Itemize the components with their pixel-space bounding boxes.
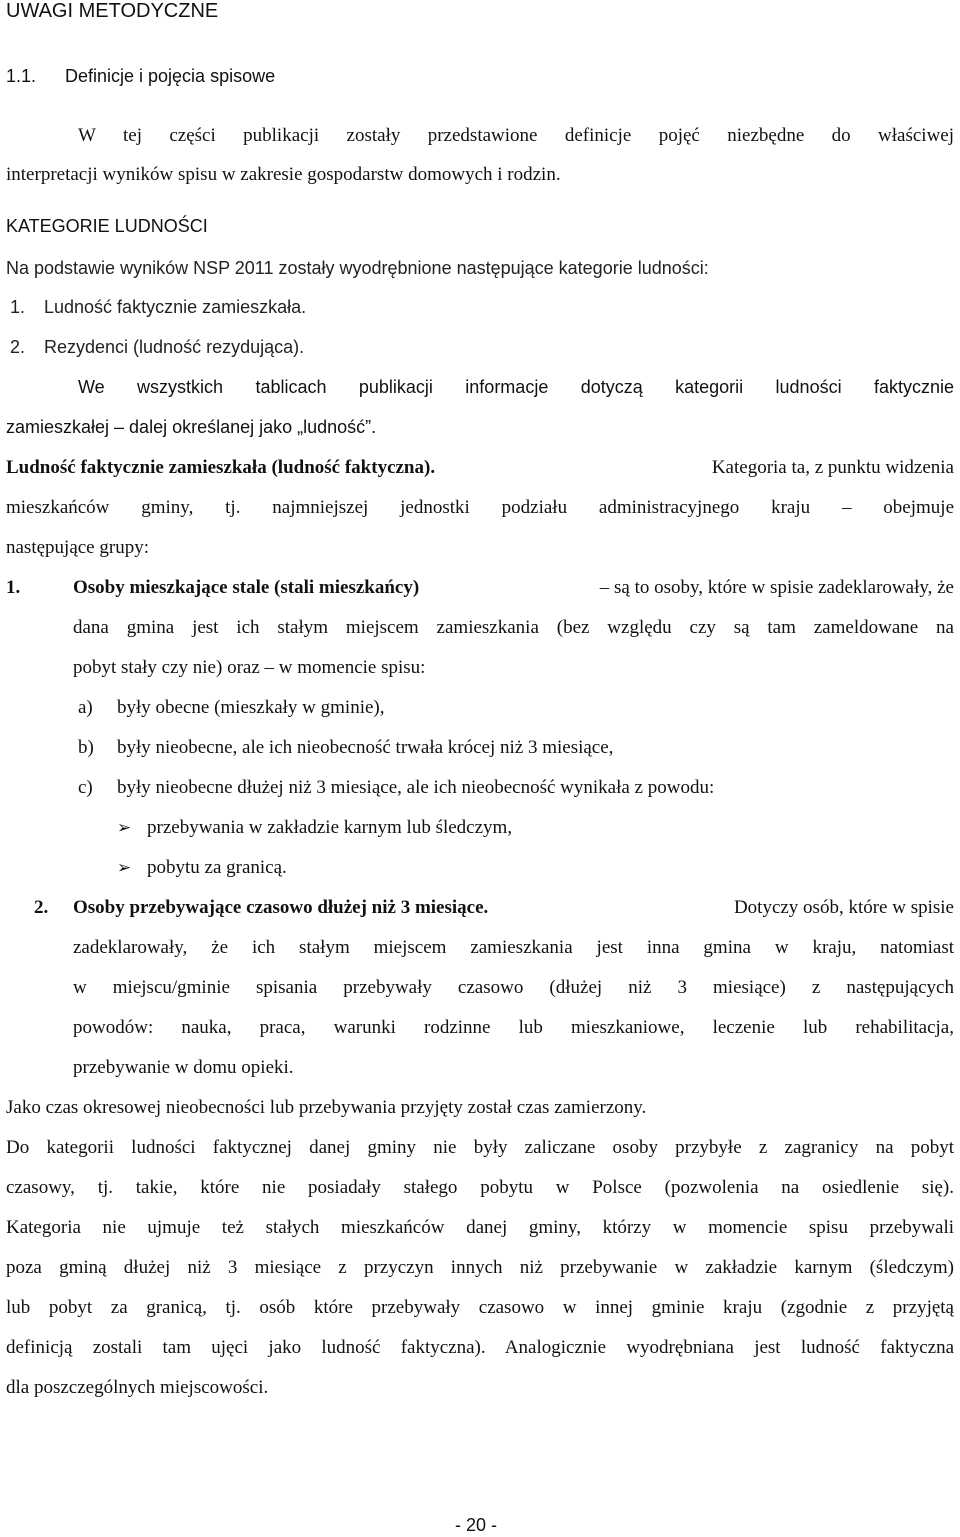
definition-line-2: mieszkańców gminy, tj. najmniejszej jednostki podziału administracyjnego kraju – obejmuje (6, 497, 954, 518)
category-text-1: Ludność faktycznie zamieszkała. (44, 297, 307, 317)
definition-line-3: następujące grupy: (6, 537, 149, 558)
category-intro: Na podstawie wyników NSP 2011 zostały wyodrębnione następujące kategorie ludności: (6, 258, 709, 278)
group2-num: 2. (34, 897, 49, 918)
category-text-2: Rezydenci (ludność rezydująca). (44, 337, 305, 357)
final-line-6: definicją zostali tam ujęci jako ludność faktyczna). Analogicznie wyodrębniana jest ludność faktyczna (6, 1337, 954, 1358)
tables-note-line-2: zamieszkałej – dalej określanej jako „ludność”. (6, 417, 377, 437)
final-line-3: Kategoria nie ujmuje też stałych mieszkańców danej gminy, którzy w momencie spisu przebywali (6, 1217, 954, 1238)
group1-item-text-a: były obecne (mieszkały w gminie), (117, 697, 385, 718)
category-heading: KATEGORIE LUDNOŚCI (6, 216, 208, 236)
intro-line-1: W tej części publikacji zostały przedstawione definicje pojęć niezbędne do właściwej (78, 125, 954, 146)
group1-line-3: pobyt stały czy nie) oraz – w momencie spisu: (73, 657, 426, 678)
group2-line-2: zadeklarowały, że ich stałym miejscem zamieszkania jest inna gmina w kraju, natomiast (73, 937, 954, 958)
group1-term: Osoby mieszkające stale (stali mieszkańcy) (73, 577, 420, 598)
tables-note-line-1: We wszystkich tablicach publikacji informacje dotyczą kategorii ludności faktycznie (78, 377, 954, 397)
time-note: Jako czas okresowej nieobecności lub przebywania przyjęty został czas zamierzony. (6, 1097, 647, 1118)
group1-bullet-1: przebywania w zakładzie karnym lub śledczym, (147, 817, 513, 838)
final-line-1: Do kategorii ludności faktycznej danej gminy nie były zaliczane osoby przybyłe z zagranicy na pobyt (6, 1137, 954, 1158)
arrow-bullet-icon: ➢ (117, 858, 132, 878)
group1-item-text-c: były nieobecne dłużej niż 3 miesiące, ale ich nieobecność wynikała z powodu: (117, 777, 715, 798)
section-title: Definicje i pojęcia spisowe (65, 66, 276, 86)
group2-line-4: powodów: nauka, praca, warunki rodzinne lub mieszkaniowe, leczenie lub rehabilitacja, (73, 1017, 954, 1038)
final-line-5: lub pobyt za granicą, tj. osób które przebywały czasowo w innej gminie kraju (zgodnie z przyjętą (6, 1297, 954, 1318)
intro-line-2: interpretacji wyników spisu w zakresie gospodarstw domowych i rodzin. (6, 164, 561, 185)
group1-line-2: dana gmina jest ich stałym miejscem zamieszkania (bez względu czy są tam zameldowane na (73, 617, 954, 638)
group1-line-1-rest: – są to osoby, które w spisie zadeklarowały, że (599, 577, 954, 598)
group1-item-label-b: b) (78, 737, 94, 758)
group2-line-3: w miejscu/gminie spisania przebywały czasowo (dłużej niż 3 miesiące) z następujących (73, 977, 954, 998)
group1-item-label-a: a) (78, 697, 93, 718)
final-line-2: czasowy, tj. takie, które nie posiadały stałego pobytu w Polsce (pozwolenia na osiedlenie się). (6, 1177, 954, 1198)
group2-line-1 (73, 897, 954, 919)
group2-line-1-rest: Dotyczy osób, które w spisie (733, 897, 954, 918)
page-header: UWAGI METODYCZNE (6, 0, 219, 22)
group1-bullet-2: pobytu za granicą. (147, 857, 287, 878)
definition-line-1-rest: Kategoria ta, z punktu widzenia (711, 457, 954, 478)
group2-line-5: przebywanie w domu opieki. (73, 1057, 294, 1078)
group1-item-text-b: były nieobecne, ale ich nieobecność trwała krócej niż 3 miesiące, (117, 737, 614, 758)
group1-line-1 (73, 577, 954, 599)
section-number: 1.1. (6, 66, 37, 86)
definition-term: Ludność faktycznie zamieszkała (ludność faktyczna). (6, 457, 436, 478)
group2-term: Osoby przebywające czasowo dłużej niż 3 miesiące. (73, 897, 489, 918)
definition-line-1 (6, 457, 954, 479)
category-num-2: 2. (10, 337, 26, 357)
final-line-4: poza gminą dłużej niż 3 miesiące z przyczyn innych niż przebywanie w zakładzie karnym (śledczym) (6, 1257, 954, 1278)
page-number: - 20 - (455, 1515, 498, 1535)
final-line-7: dla poszczególnych miejscowości. (6, 1377, 269, 1398)
group1-num: 1. (6, 577, 21, 598)
category-num-1: 1. (10, 297, 26, 317)
group1-item-label-c: c) (78, 777, 93, 798)
arrow-bullet-icon: ➢ (117, 818, 132, 838)
